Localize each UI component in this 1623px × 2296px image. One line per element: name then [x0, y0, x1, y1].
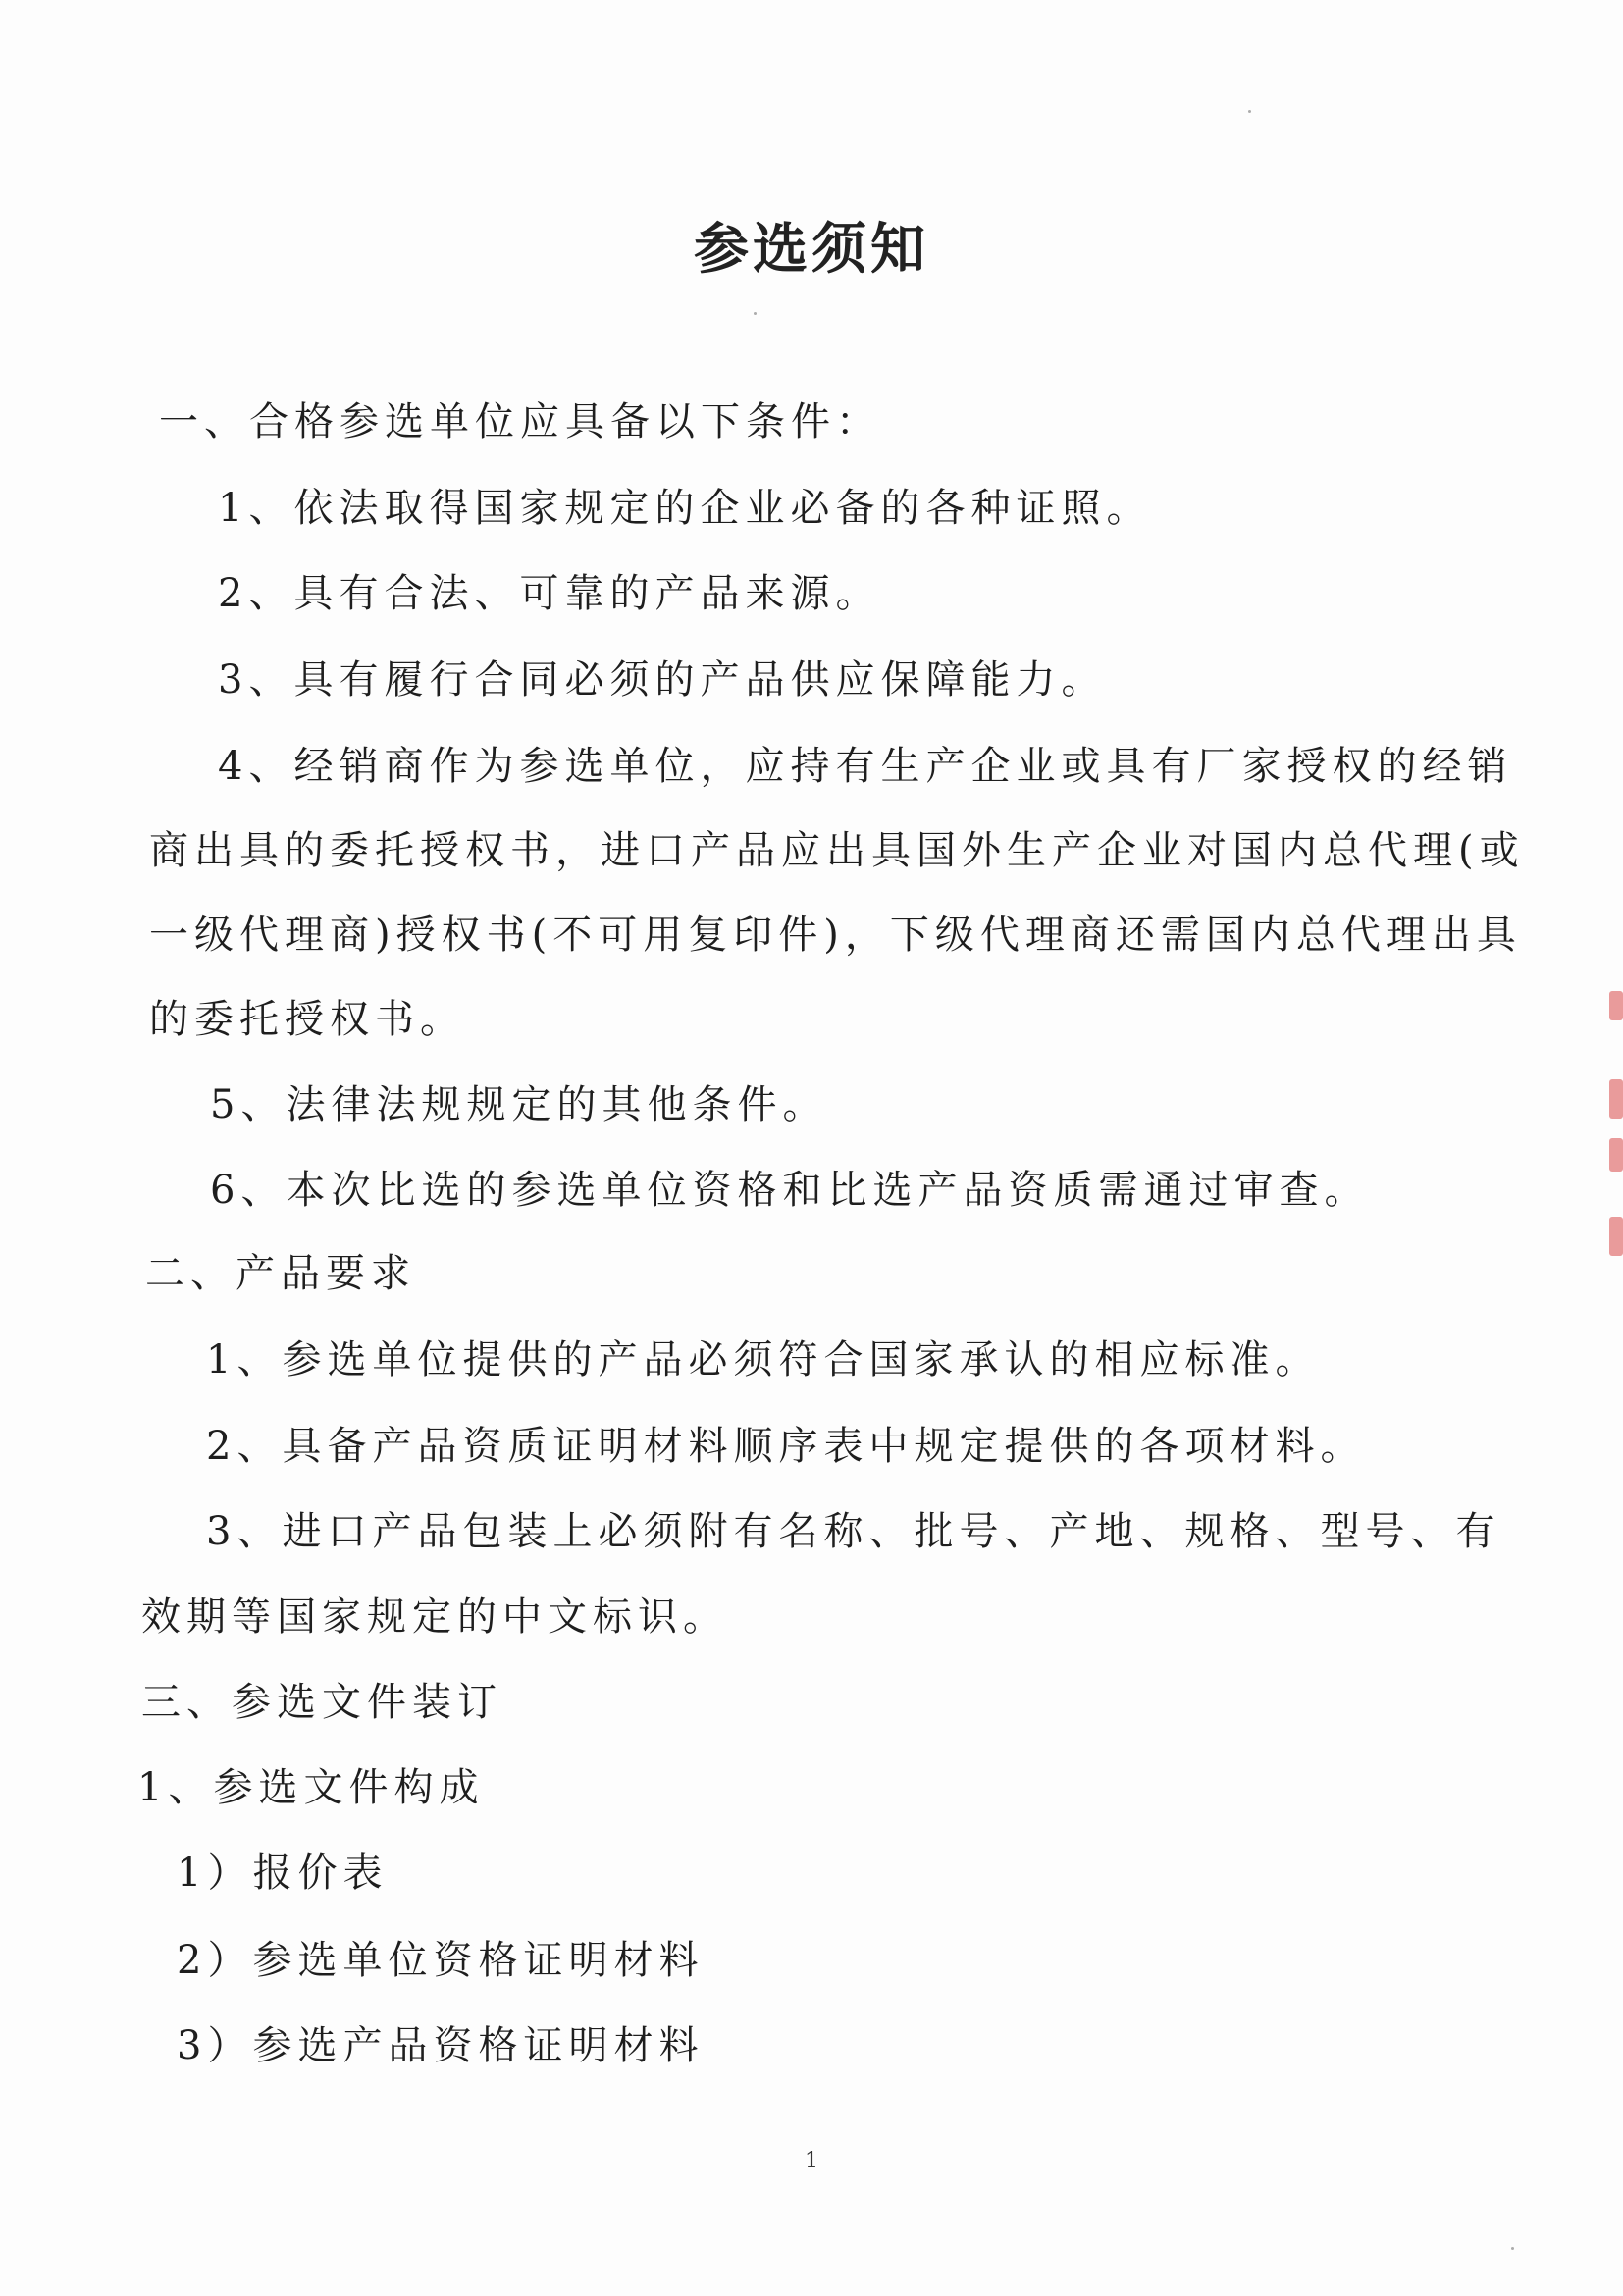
- paragraph-line: 的委托授权书。: [149, 997, 465, 1042]
- section-heading-1: 一、合格参选单位应具备以下条件：: [159, 399, 881, 444]
- seal-fragment: [1609, 991, 1623, 1020]
- page-title: 参选须知: [694, 218, 929, 282]
- list-item: 3、具有履行合同必须的产品供应保障能力。: [218, 657, 1107, 703]
- list-item: 5、法律法规规定的其他条件。: [210, 1082, 828, 1127]
- section-heading-2: 二、产品要求: [145, 1251, 416, 1296]
- section-heading-3: 三、参选文件装订: [141, 1680, 502, 1725]
- seal-fragment: [1609, 1138, 1623, 1172]
- list-item: 3）参选产品资格证明材料: [177, 2023, 705, 2068]
- sub-heading: 1、参选文件构成: [137, 1765, 485, 1810]
- list-item: 2、具备产品资质证明材料顺序表中规定提供的各项材料。: [206, 1424, 1366, 1469]
- scan-speck: [1248, 110, 1251, 113]
- list-item: 1、参选单位提供的产品必须符合国家承认的相应标准。: [206, 1337, 1321, 1383]
- seal-fragment: [1609, 1217, 1623, 1256]
- scan-speck: [1511, 2247, 1514, 2250]
- paragraph-line: 效期等国家规定的中文标识。: [141, 1594, 728, 1640]
- page-number: 1: [805, 2149, 818, 2173]
- list-item: 1、依法取得国家规定的企业必备的各种证照。: [218, 486, 1152, 531]
- paragraph-line: 商出具的委托授权书，进口产品应出具国外生产企业对国内总代理(或: [149, 828, 1525, 873]
- list-item: 2）参选单位资格证明材料: [177, 1938, 705, 1983]
- list-item: 1）报价表: [177, 1851, 389, 1896]
- list-item: 6、本次比选的参选单位资格和比选产品资质需通过审查。: [210, 1168, 1370, 1213]
- seal-fragment: [1609, 1079, 1623, 1119]
- paragraph-line: 4、经销商作为参选单位，应持有生产企业或具有厂家授权的经销: [218, 744, 1513, 789]
- paragraph-line: 3、进口产品包装上必须附有名称、批号、产地、规格、型号、有: [206, 1509, 1501, 1554]
- scan-speck: [754, 312, 757, 315]
- paragraph-line: 一级代理商)授权书(不可用复印件)，下级代理商还需国内总代理出具: [149, 913, 1522, 958]
- list-item: 2、具有合法、可靠的产品来源。: [218, 571, 881, 616]
